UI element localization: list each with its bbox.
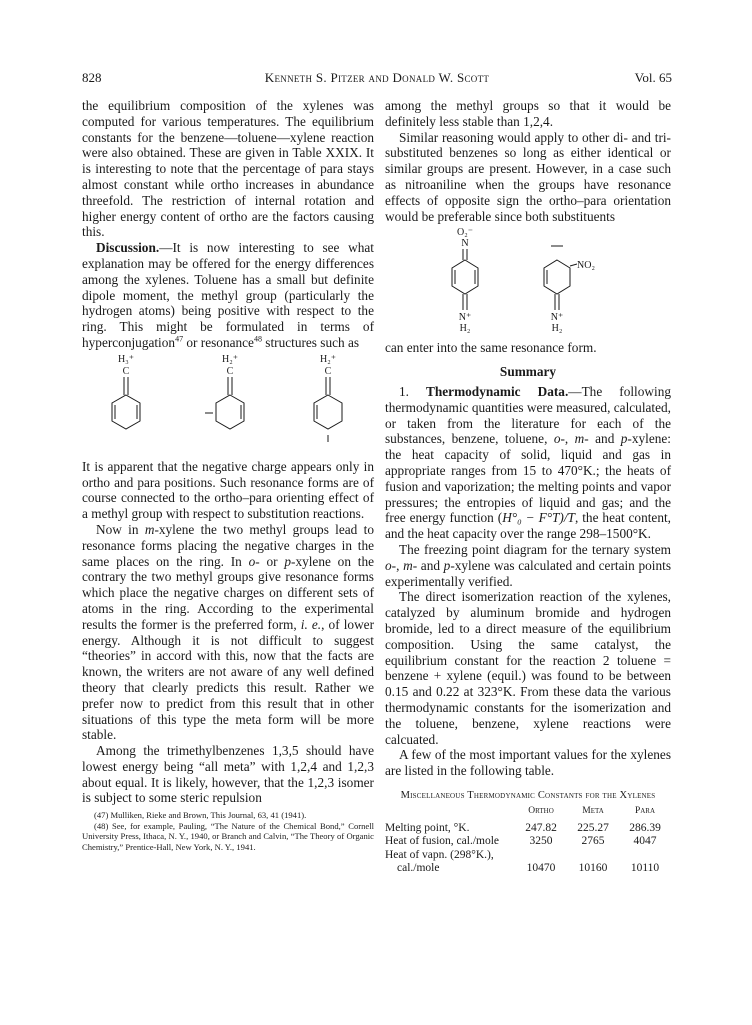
discussion-paragraph: Discussion.—It is now interesting to see what explanation may be offered for the energy differences among the xylenes. Toluene has a small but definite dipole moment, the methyl group (particularly the hydrogen atoms) being positive with respect to the ring. This might be formulated in terms of hyperconjugation$^{47}$ or resonance$^{48}$ structures such as — [82, 240, 374, 350]
page-number: 828 — [82, 70, 102, 85]
discussion-heading: Discussion. — [96, 240, 160, 256]
summary-item-1: 1. Thermodynamic Data.—The following thermodynamic quantities were measured, calculated, or taken from the literature for each of the substances, benzene, toluene, o-, m- and p-xylene: the heat capacity of solid, liquid and gas in appropriate ranges from 15 to 470°K.; the heats of fusion and vaporization; the melting points and vapor pressures; the entropies of liquid and gas; and the free energy function (H°₀ − F°T)/T, the heat content, and the heat capacity over the range 298–1500°K. — [385, 383, 671, 542]
paragraph: A few of the most important values for the xylenes are listed in the following table. — [385, 747, 671, 779]
structure-label: N⁺ — [550, 312, 564, 324]
running-title: Kenneth S. Pitzer and Donald W. Scott — [264, 70, 490, 85]
structure-label-3: H₂⁺ — [320, 353, 336, 365]
paragraph: It is apparent that the negative charge appears only in ortho and para positions. Such resonance forms are of course connected to the ortho–para orienting effect of a methyl group with respect to substitution reactions. — [82, 458, 374, 522]
column-header — [385, 804, 515, 822]
nitrogen-label: N — [461, 238, 469, 250]
footnotes — [82, 810, 374, 852]
left-column — [82, 98, 374, 852]
column-header: Ortho — [528, 805, 554, 816]
structure-label: NO₂ — [577, 260, 595, 272]
paragraph: The freezing point diagram for the ternary system o-, m- and p-xylene was calculated and certain points experimentally verified. — [385, 541, 671, 589]
footnote-47: (47) Mulliken, Rieke and Brown, This Journal, 63, 41 (1941). — [94, 810, 307, 821]
volume-label: Vol. 65 — [634, 70, 672, 85]
table-row: Heat of fusion, cal./mole 3250 2765 4047 — [385, 835, 657, 848]
table-header-row — [385, 804, 671, 822]
structure-label: H₂ — [551, 323, 563, 335]
paragraph: Similar reasoning would apply to other di- and tri-substituted benzenes so long as either identical or similar groups are present. However, in a case such as nitroaniline when the groups have resonance effects of opposite sign the ortho–para orientation would be preferable since both substituents — [385, 129, 671, 224]
paragraph: the equilibrium composition of the xylenes was computed for various temperatures. The equilibrium constants for the benzene—toluene—xylene reaction were also obtained. These are given in Table XXIX. It is interesting to note that the percentage of para stays almost constant while ortho increases in abundance threefold. The restriction of internal rotation and higher energy content of ortho are the factors causing this. — [82, 98, 374, 240]
paragraph: among the methyl groups so that it would be definitely less stable than 1,2,4. — [385, 98, 671, 129]
structure-label-2: H₂⁺ — [222, 353, 238, 365]
structure-label: N⁺ — [458, 312, 472, 324]
table-row: cal./mole 10470 10160 10110 — [397, 862, 660, 875]
hyperconjugation-structures — [82, 351, 374, 459]
summary-item-heading: Thermodynamic Data. — [426, 383, 569, 399]
structure-label-1: H₃⁺ — [118, 353, 134, 365]
thermodynamic-constants-table — [385, 804, 671, 876]
carbon-label: C — [324, 365, 332, 377]
page-header — [82, 70, 672, 88]
column-header: Meta — [582, 805, 604, 816]
paragraph: Among the trimethylbenzenes 1,3,5 should have lowest energy being “all meta” with 1,2,4 and 1,2,3 about equal. It is likely, however, that the 1,2,3 isomer is subject to some steric repulsion — [82, 743, 374, 806]
footnote-48: (48) See, for example, Pauling, “The Nature of the Chemical Bond,” Cornell University Press, Ithaca, N. Y., 1940, or Branch and Calvin, “The Theory of Organic Chemistry,” Prentice-Hall, New York, N. Y., 1941. — [82, 820, 374, 852]
footnote-ref: 48 — [253, 334, 262, 344]
table-caption: Miscellaneous Thermodynamic Constants for the Xylenes — [400, 789, 656, 801]
paragraph: The direct isomerization reaction of the xylenes, catalyzed by aluminum bromide and hydrogen bromide, led to a direct measure of the equilibrium composition. Using the same catalyst, the equilibrium constant for the reaction 2 toluene = benzene + xylene (equil.) was found to be between 0.15 and 0.22 at 323°K. From these data the various thermodynamic constants for the isomerization and the toluene, benzene, xylene reactions were calcuated. — [385, 589, 671, 747]
carbon-label: C — [226, 365, 234, 377]
right-column — [385, 98, 671, 876]
structure-label: O₂⁻ — [457, 227, 473, 239]
summary-heading: Summary — [499, 364, 557, 380]
footnote-ref: 47 — [175, 334, 184, 344]
structure-label: H₂ — [459, 323, 471, 335]
paragraph: can enter into the same resonance form. — [385, 340, 597, 356]
table-row: Melting point, °K. 247.82 225.27 286.39 — [385, 821, 661, 834]
table-row: Heat of vapn. (298°K.), — [385, 848, 494, 861]
nitroaniline-structures — [385, 224, 671, 340]
paragraph: Now in m-xylene the two methyl groups lead to resonance forms placing the negative charges in the same places on the ring. In o- or p-xylene on the contrary the two methyl groups give resonance forms which place the negative charges on different sets of atoms in the ring. According to the experimental results the former is the preferred form, i. e., of lower energy. Although it is not difficult to suggest “theories” in accord with this, now that the facts are known, the writers are not aware of any well defined theory that clearly predicts this result. Rather we prefer now to predict from this result that in other situations of this type the meta form will be more stable. — [82, 521, 375, 743]
column-header: Para — [634, 805, 656, 816]
carbon-label: C — [122, 365, 130, 377]
